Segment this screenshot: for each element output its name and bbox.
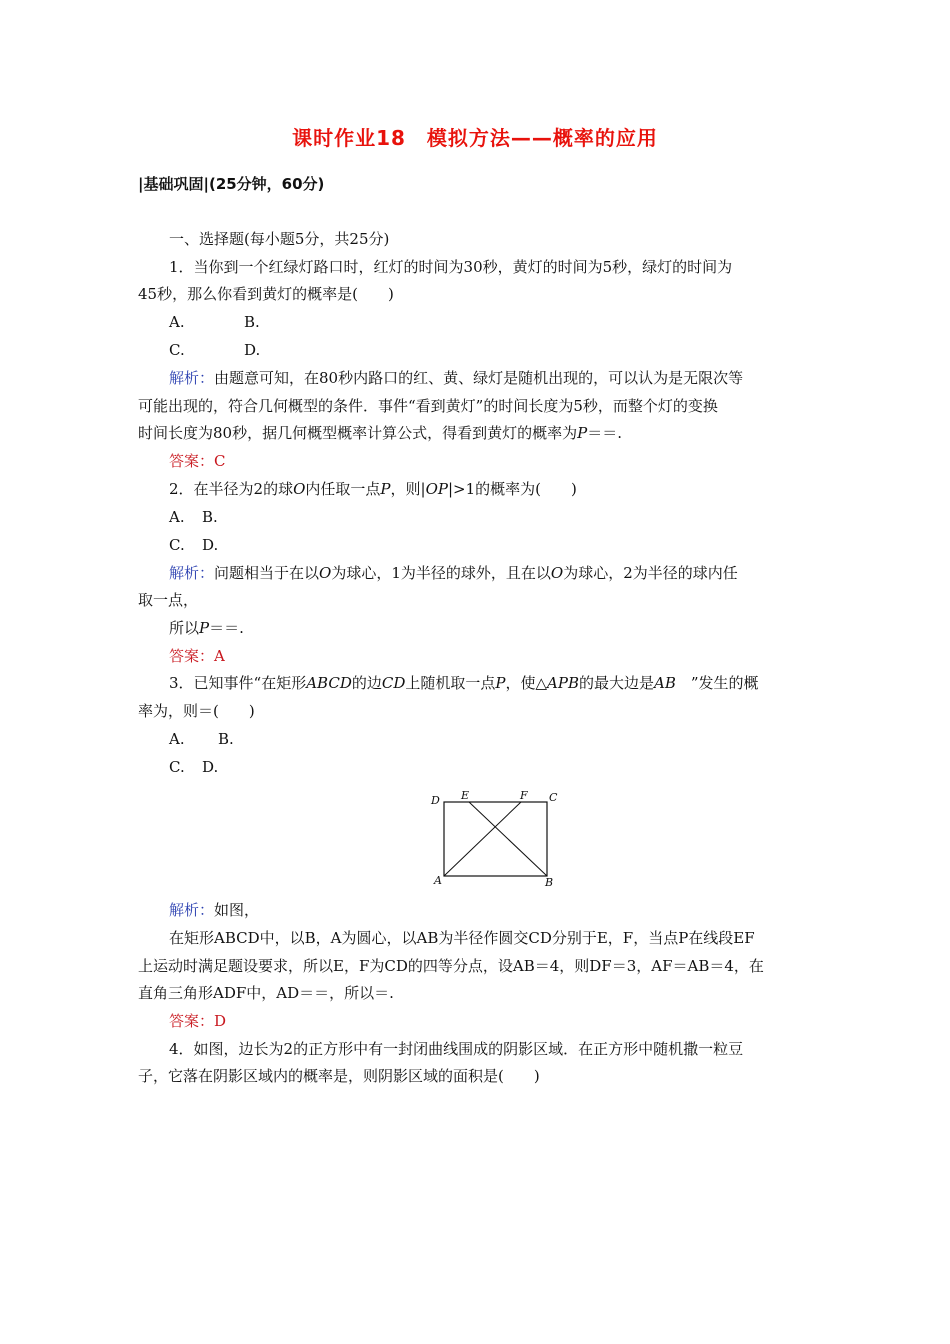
q1-analysis-text: 由题意可知，在80秒内路口的红、黄、绿灯是随机出现的，可以认为是无限次等 [214,369,744,387]
page-title: 课时作业18 模拟方法——概率的应用 [292,126,658,150]
q1-answer: 答案：C [169,452,226,470]
q2-text: ，则| [390,480,426,498]
q3-analysis-line-1 [169,900,259,920]
q3-text: 3．已知事件“在矩形 [169,674,307,692]
q1-line-2: 45秒，那么你看到黄灯的概率是( ) [138,285,394,303]
q3-option-d: D. [202,758,219,776]
label-a: A [434,874,442,887]
var-cd: CD [381,674,406,692]
q2-analysis-text: ＝＝. [209,619,244,637]
q2-text: 2．在半径为2的球 [169,480,294,498]
q3-line-1 [169,673,759,693]
q1-option-c: C. [169,341,185,359]
q2-answer: 答案：A [169,647,225,665]
q2-option-d: D. [202,536,219,554]
label-c: C [549,791,558,804]
label-e: E [461,789,470,802]
q1-analysis-line-3 [138,423,622,443]
analysis-label: 解析： [169,369,215,387]
q3-answer: 答案：D [169,1012,227,1030]
q2-analysis-line-1 [169,563,738,583]
q1-option-b: B. [244,313,260,331]
q3-text: ，使△ [505,674,548,692]
var-p: P [199,619,210,637]
var-o: O [293,480,306,498]
q2-option-a: A. [169,508,185,526]
q3-text: 上随机取一点 [405,674,496,692]
q2-option-b: B. [202,508,218,526]
q1-option-d: D. [244,341,261,359]
q1-analysis-text: 时间长度为80秒，据几何概型概率计算公式，得看到黄灯的概率为 [138,424,578,442]
q3-analysis-text: 如图， [214,901,260,919]
section-heading: |基础巩固|(25分钟，60分) [138,175,325,193]
rect-abcd [444,802,547,876]
var-apb: APB [547,674,579,692]
q2-option-c: C. [169,536,185,554]
q1-line-1: 1．当你到一个红绿灯路口时，红灯的时间为30秒，黄灯的时间为5秒，绿灯的时间为 [169,258,733,276]
q3-analysis-line-4: 直角三角形ADF中，AD＝＝，所以＝. [138,984,394,1002]
q2-text: 内任取一点 [305,480,381,498]
q2-analysis-line-2: 取一点， [138,591,199,609]
q3-option-c: C. [169,758,185,776]
q3-option-b: B. [218,730,234,748]
q3-text: ”发生的概 [675,674,759,692]
segment-bf [469,802,547,876]
label-b: B [545,876,554,889]
analysis-label: 解析： [169,901,215,919]
analysis-label: 解析： [169,564,215,582]
q1-analysis-line-2: 可能出现的，符合几何概型的条件．事件“看到黄灯”的时间长度为5秒，而整个灯的变换 [138,397,718,415]
q2-line-1 [169,479,577,499]
var-abcd: ABCD [306,674,352,692]
q2-text: |>1的概率为( ) [447,480,577,498]
var-o: O [550,564,564,582]
label-d: D [431,794,440,807]
q2-analysis-text: 为球心，1为半径的球外，且在以 [331,564,551,582]
q3-text: 的最大边是 [579,674,655,692]
q3-option-a: A. [169,730,185,748]
var-p: P [380,480,391,498]
q2-analysis-text: 问题相当于在以 [214,564,320,582]
q3-analysis-line-2: 在矩形ABCD中，以B，A为圆心，以AB为半径作圆交CD分别于E，F，当点P在线段EF [169,929,755,947]
var-op: OP [425,480,448,498]
q2-analysis-text: 所以 [169,619,200,637]
var-p: P [577,424,588,442]
var-ab: AB [654,674,676,692]
q4-line-1: 4．如图，边长为2的正方形中有一封闭曲线围成的阴影区域．在正方形中随机撒一粒豆 [169,1040,744,1058]
q3-text: 的边 [351,674,382,692]
var-p: P [495,674,506,692]
q1-analysis-text: ＝＝. [587,424,622,442]
q1-option-a: A. [169,313,185,331]
segment-ae [444,802,521,876]
rectangle-figure [425,788,565,890]
part-heading: 一、选择题(每小题5分，共25分) [169,230,390,248]
q3-line-2: 率为，则＝( ) [138,702,255,720]
q2-analysis-text: 为球心，2为半径的球内任 [563,564,738,582]
var-o: O [319,564,332,582]
q3-analysis-line-3: 上运动时满足题设要求，所以E，F为CD的四等分点，设AB＝4，则DF＝3，AF＝AB＝4，在 [138,957,764,975]
q1-analysis-line-1 [169,368,743,388]
q2-analysis-line-3 [169,618,244,638]
q4-line-2: 子，它落在阴影区域内的概率是，则阴影区域的面积是( ) [138,1067,540,1085]
label-f: F [520,789,528,802]
